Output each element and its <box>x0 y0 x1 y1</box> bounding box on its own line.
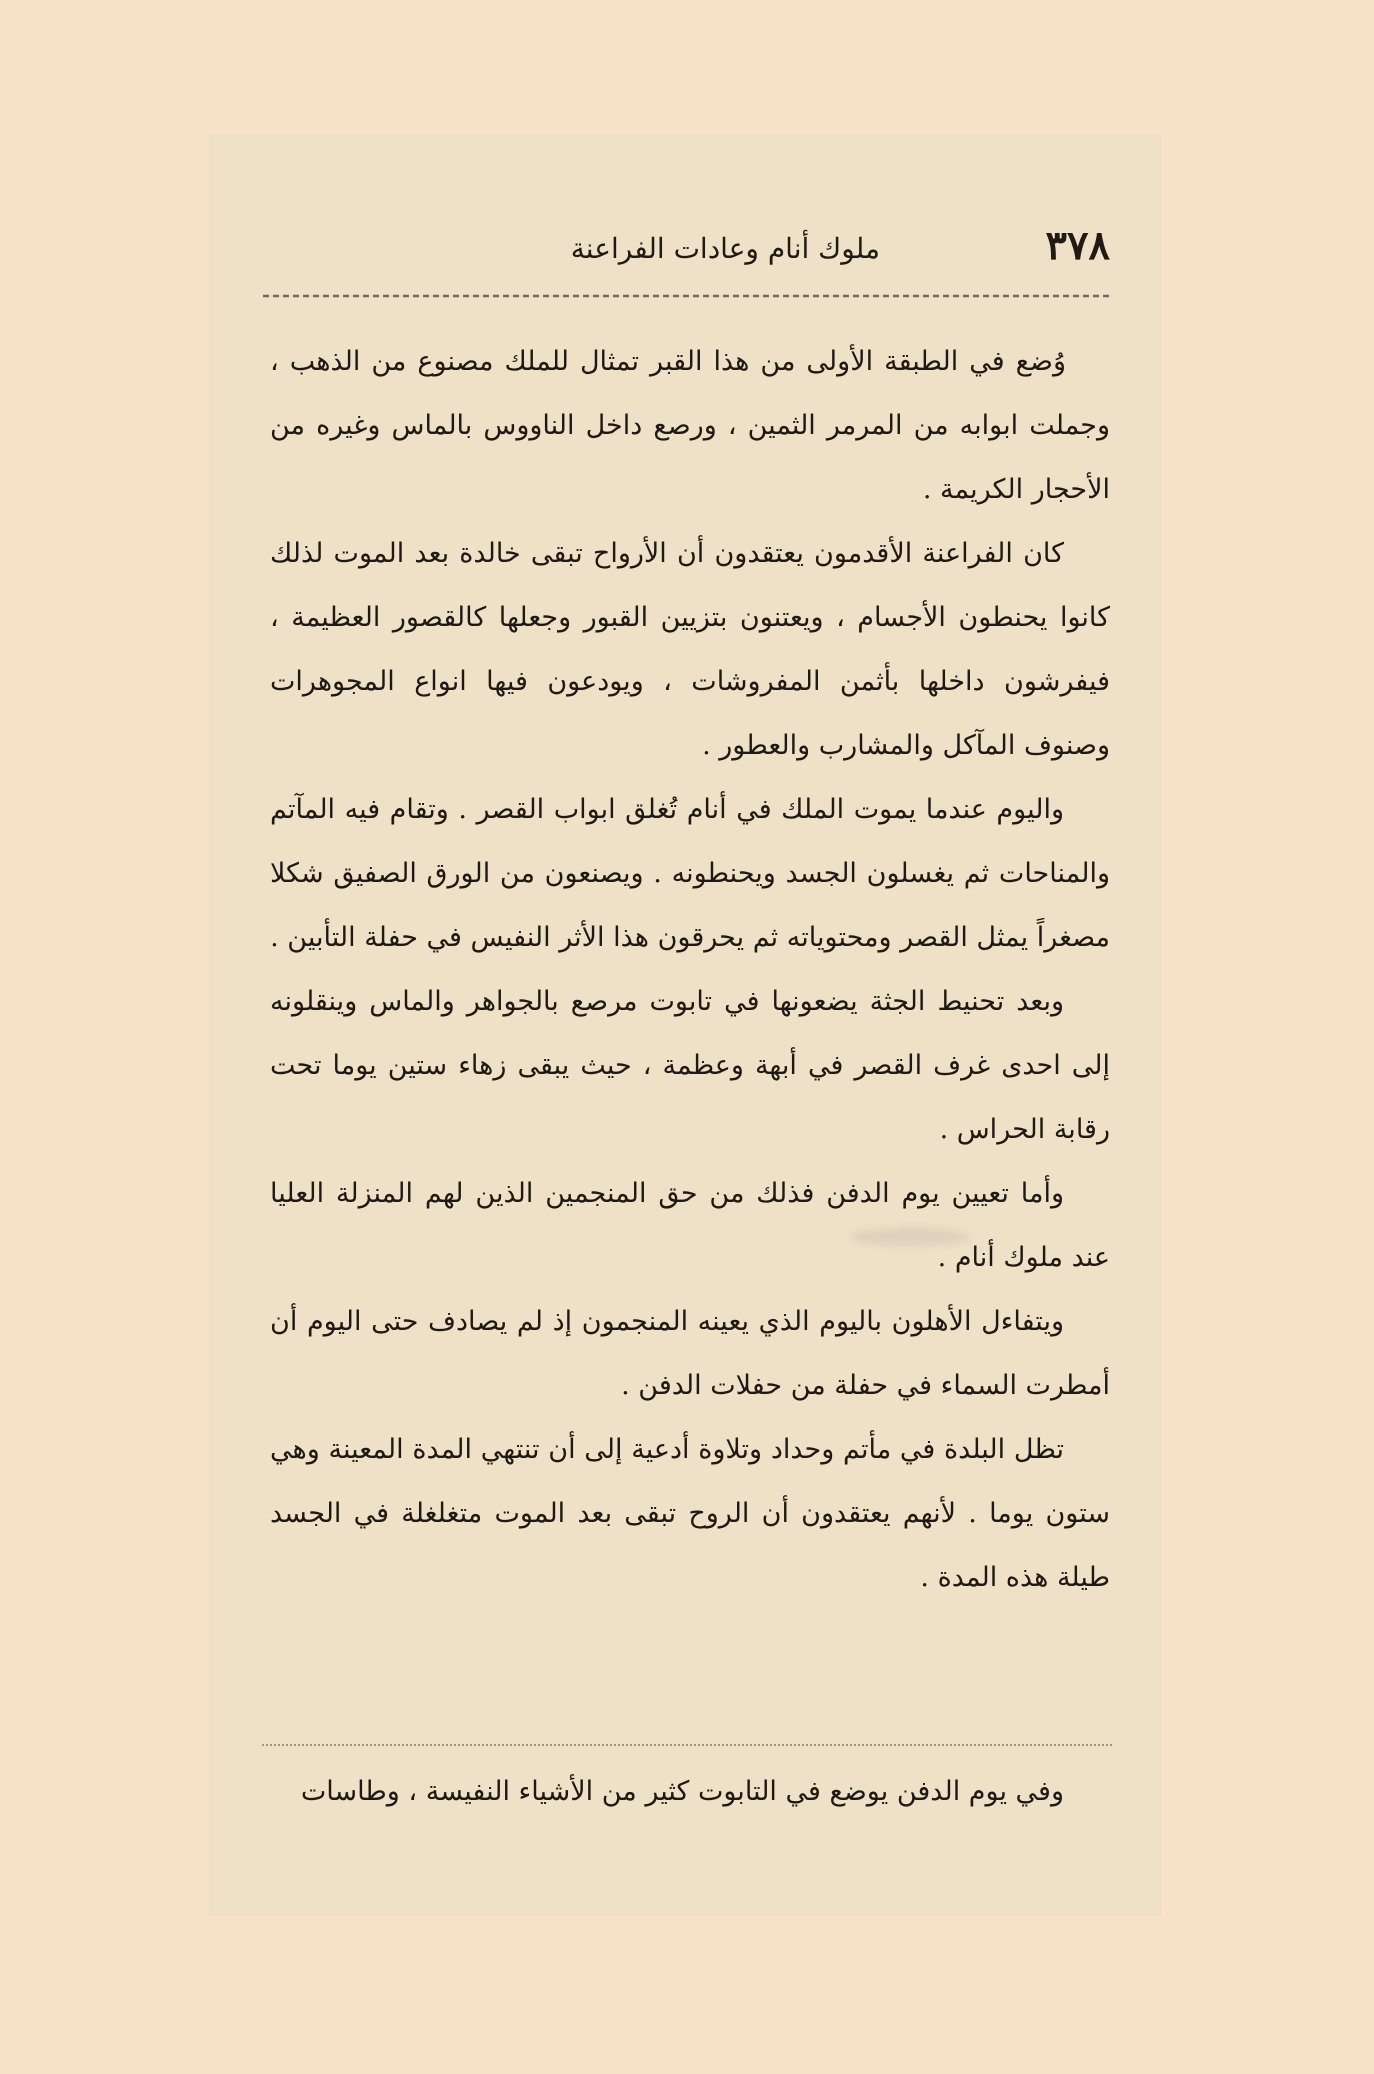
paragraph-4: وبعد تحنيط الجثة يضعونها في تابوت مرصع بالجواهر والماس وينقلونه إلى احدى غرف القصر في أبهة وعظمة ، حيث يبقى زهاء ستين يوما تحت رقابة الحراس . <box>270 986 1110 1145</box>
paragraph-1: وُضع في الطبقة الأولى من هذا القبر تمثال للملك مصنوع من الذهب ، وجملت ابوابه من المرمر الثمين ، ورصع داخل الناووس بالماس وغيره من الأحجار الكريمة . <box>270 346 1110 505</box>
paper-smudge <box>850 1228 970 1246</box>
page-header <box>260 216 1110 280</box>
paragraph-3: واليوم عندما يموت الملك في أنام تُغلق ابواب القصر . وتقام فيه المآتم والمناحات ثم يغسلون الجسد ويحنطونه . ويصنعون من الورق الصفيق شكلا مصغراً يمثل القصر ومحتوياته ثم يحرقون هذا الأثر النفيس في حفلة التأبين . <box>270 794 1110 953</box>
page-break-divider <box>262 1744 1112 1748</box>
running-title: ملوك أنام وعادات الفراعنة <box>570 232 880 265</box>
paragraph-5: وأما تعيين يوم الدفن فذلك من حق المنجمين الذين لهم المنزلة العليا عند ملوك أنام . <box>270 1178 1110 1273</box>
next-page-line: وفي يوم الدفن يوضع في التابوت كثير من الأشياء النفيسة ، وطاسات <box>300 1776 1064 1807</box>
body-text <box>270 330 1110 1610</box>
page-number: ٣٧٨ <box>1045 222 1110 269</box>
paragraph-6: ويتفاءل الأهلون باليوم الذي يعينه المنجمون إذ لم يصادف حتى اليوم أن أمطرت السماء في حفلة من حفلات الدفن . <box>270 1306 1110 1401</box>
paragraph-2: كان الفراعنة الأقدمون يعتقدون أن الأرواح تبقى خالدة بعد الموت لذلك كانوا يحنطون الأجسام ، ويعتنون بتزيين القبور وجعلها كالقصور العظيمة ، فيفرشون داخلها بأثمن المفروشات ، ويودعون فيها انواع المجوهرات وصنوف المآكل والمشارب والعطور . <box>270 538 1110 761</box>
paragraph-7: تظل البلدة في مأتم وحداد وتلاوة أدعية إلى أن تنتهي المدة المعينة وهي ستون يوما . لأنهم يعتقدون أن الروح تبقى بعد الموت متغلغلة في الجسد طيلة هذه المدة . <box>270 1434 1110 1593</box>
